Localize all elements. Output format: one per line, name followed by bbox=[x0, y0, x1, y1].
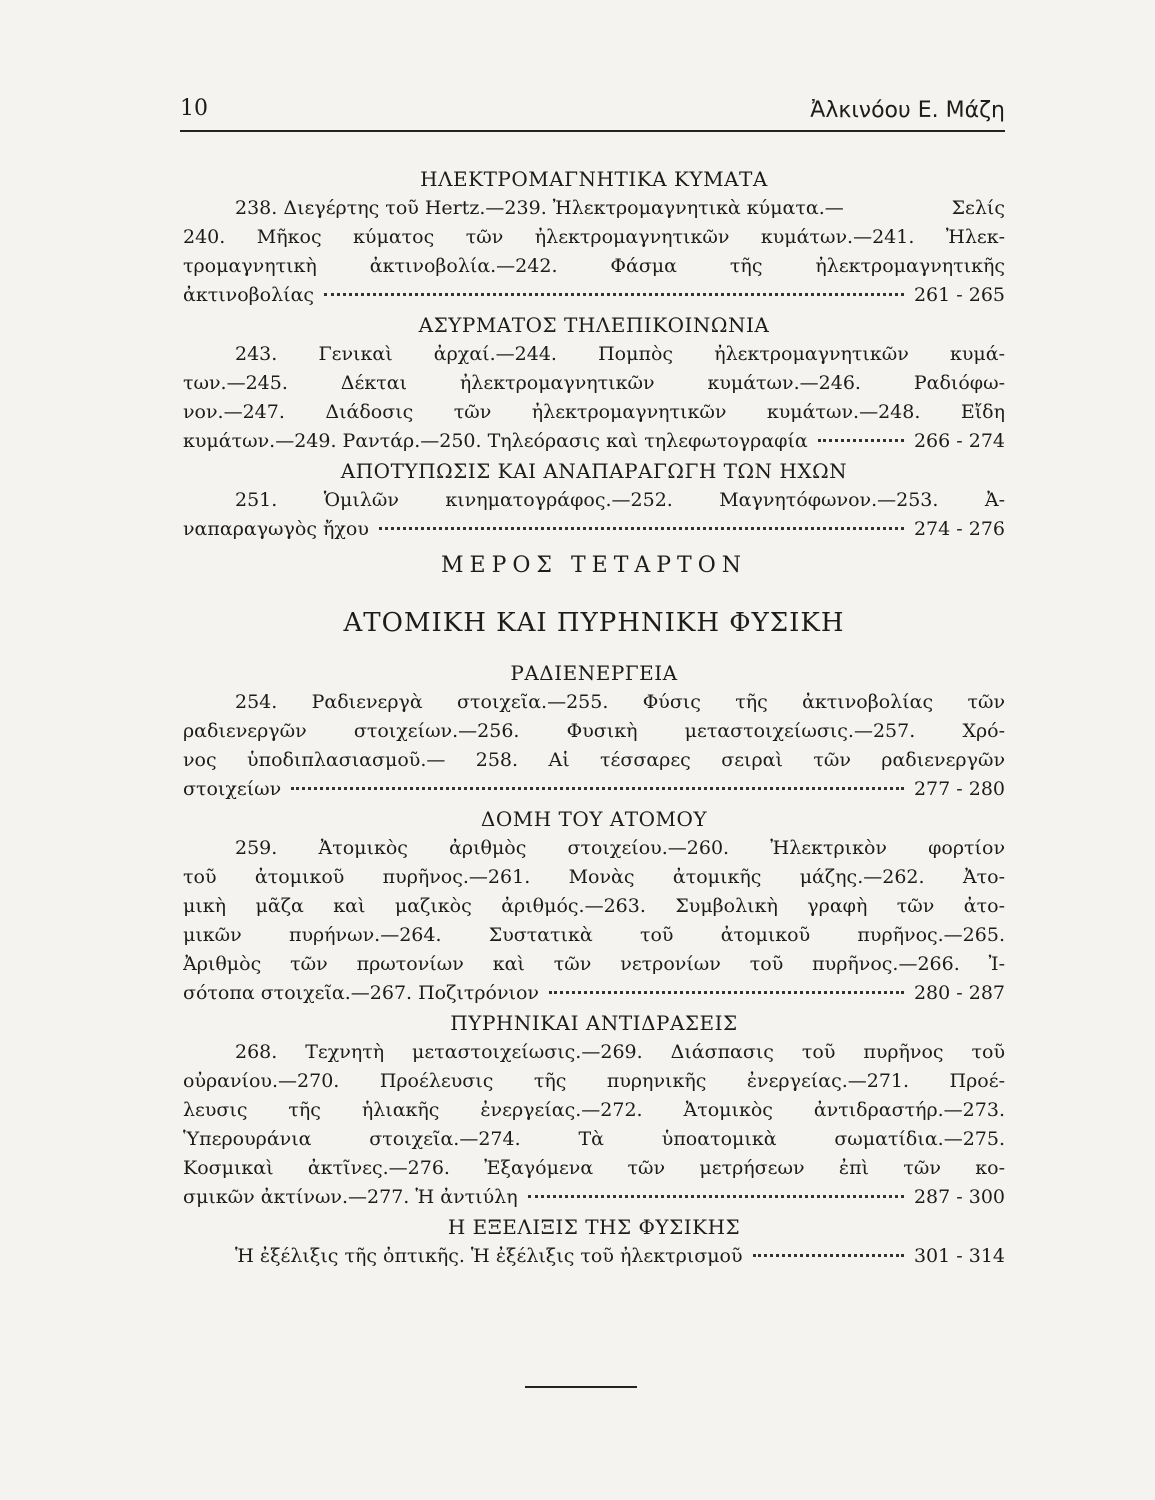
entry-line bbox=[183, 194, 1005, 223]
entry-text: Ἡ ἐξέλιξις τῆς ὀπτικῆς. Ἡ ἐξέλιξις τοῦ ἠλεκτρισμοῦ bbox=[235, 1245, 743, 1267]
page-number: 10 bbox=[180, 96, 208, 121]
section-title: ΑΠΟΤΥΠΩΣΙΣ ΚΑΙ ΑΝΑΠΑΡΑΓΩΓΗ ΤΩΝ ΗΧΩΝ bbox=[340, 459, 848, 483]
entry-line: 268. Τεχνητὴ μεταστοιχείωσις.—269. Διάσπασις τοῦ πυρῆνος τοῦ bbox=[235, 1041, 1005, 1063]
toc-entry bbox=[183, 834, 1005, 1008]
entry-line: Κοσμικαὶ ἀκτῖνες.—276. Ἐξαγόμενα τῶν μετρήσεων ἐπὶ τῶν κο- bbox=[183, 1157, 1005, 1179]
toc-entry bbox=[183, 486, 1005, 544]
entry-text: σμικῶν ἀκτίνων.—277. Ἡ ἀντιύλη bbox=[183, 1186, 518, 1208]
section-title: Η ΕΞΕΛΙΞΙΣ ΤΗΣ ΦΥΣΙΚΗΣ bbox=[447, 1215, 741, 1239]
toc-entry bbox=[183, 1242, 1005, 1271]
dot-leader bbox=[753, 1254, 904, 1257]
entry-line: νον.—247. Διάδοσις τῶν ἠλεκτρομαγνητικῶν κυμάτων.—248. Εἴδη bbox=[183, 401, 1005, 423]
entry-text: ἀκτινοβολίας bbox=[183, 284, 315, 306]
part-title: ΜΕΡΟΣ ΤΕΤΑΡΤΟΝ bbox=[440, 553, 748, 578]
entry-line-with-pages bbox=[183, 1183, 1005, 1212]
running-head: Ἀλκινόου Ε. Μάζη bbox=[810, 98, 1005, 123]
page-range: 280 - 287 bbox=[913, 982, 1005, 1004]
entry-line-with-pages bbox=[183, 1242, 1005, 1271]
toc-entry bbox=[183, 340, 1005, 456]
dot-leader bbox=[324, 293, 904, 296]
toc-entry bbox=[183, 194, 1005, 310]
entry-line: νος ὑποδιπλασιασμοῦ.— 258. Αἱ τέσσαρες σειραὶ τῶν ραδιενεργῶν bbox=[183, 749, 1005, 771]
entry-text: κυμάτων.—249. Ραντάρ.—250. Τηλεόρασις καὶ τηλεφωτογραφία bbox=[183, 430, 808, 452]
entry-line: οὐρανίου.—270. Προέλευσις τῆς πυρηνικῆς ἐνεργείας.—271. Προέ- bbox=[183, 1070, 1005, 1092]
entry-line: λευσις τῆς ἡλιακῆς ἐνεργείας.—272. Ἀτομικὸς ἀντιδραστήρ.—273. bbox=[183, 1099, 1005, 1121]
entry-line: τρομαγνητικὴ ἀκτινοβολία.—242. Φάσμα τῆς ἠλεκτρομαγνητικῆς bbox=[183, 255, 1005, 277]
entry-text: 238. Διεγέρτης τοῦ Hertz.—239. Ἠλεκτρομαγνητικὰ κύματα.— bbox=[235, 197, 844, 219]
page-range: 261 - 265 bbox=[913, 284, 1005, 306]
dot-leader bbox=[528, 1195, 904, 1198]
entry-text: ναπαραγωγὸς ἤχου bbox=[183, 518, 369, 540]
toc-entry bbox=[183, 1038, 1005, 1212]
page-header bbox=[180, 96, 1005, 132]
entry-text: σότοπα στοιχεῖα.—267. Ποζιτρόνιον bbox=[183, 982, 539, 1004]
dot-leader bbox=[549, 991, 904, 994]
section-title: ΠΥΡΗΝΙΚΑΙ ΑΝΤΙΔΡΑΣΕΙΣ bbox=[450, 1011, 738, 1035]
toc-entry bbox=[183, 688, 1005, 804]
page-range: 274 - 276 bbox=[913, 518, 1005, 540]
entry-text: στοιχείων bbox=[183, 778, 282, 800]
entry-line-with-pages bbox=[183, 775, 1005, 804]
section-title: ΔΟΜΗ ΤΟΥ ΑΤΟΜΟΥ bbox=[480, 807, 708, 831]
section-title: ΡΑΔΙΕΝΕΡΓΕΙΑ bbox=[510, 661, 678, 685]
footer-rule bbox=[525, 1386, 637, 1388]
entry-line: 251. Ὁμιλῶν κινηματογράφος.—252. Μαγνητόφωνον.—253. Ἀ- bbox=[235, 489, 1005, 511]
entry-line-with-pages bbox=[183, 979, 1005, 1008]
entry-line-with-pages bbox=[183, 515, 1005, 544]
dot-leader bbox=[818, 439, 904, 442]
main-title: ΑΤΟΜΙΚΗ ΚΑΙ ΠΥΡΗΝΙΚΗ ΦΥΣΙΚΗ bbox=[343, 608, 845, 638]
entry-line: Ὑπερουράνια στοιχεῖα.—274. Τὰ ὑποατομικὰ σωματίδια.—275. bbox=[183, 1128, 1005, 1150]
page-range: 301 - 314 bbox=[913, 1245, 1005, 1267]
page-range: 277 - 280 bbox=[913, 778, 1005, 800]
entry-line: 254. Ραδιενεργὰ στοιχεῖα.—255. Φύσις τῆς ἀκτινοβολίας τῶν bbox=[235, 691, 1005, 713]
dot-leader bbox=[379, 527, 904, 530]
page-column-label: Σελίς bbox=[951, 197, 1005, 219]
entry-line-with-pages bbox=[183, 281, 1005, 310]
dot-leader bbox=[291, 787, 904, 790]
section-title: ΑΣΥΡΜΑΤΟΣ ΤΗΛΕΠΙΚΟΙΝΩΝΙΑ bbox=[418, 313, 770, 337]
table-of-contents bbox=[183, 164, 1005, 1271]
entry-line: Ἀριθμὸς τῶν πρωτονίων καὶ τῶν νετρονίων τοῦ πυρῆνος.—266. Ἰ- bbox=[183, 953, 1005, 975]
entry-line: 243. Γενικαὶ ἀρχαί.—244. Πομπὸς ἠλεκτρομαγνητικῶν κυμά- bbox=[235, 343, 1005, 365]
entry-line: των.—245. Δέκται ἠλεκτρομαγνητικῶν κυμάτων.—246. Ραδιόφω- bbox=[183, 372, 1005, 394]
entry-line: μικῶν πυρήνων.—264. Συστατικὰ τοῦ ἀτομικοῦ πυρῆνος.—265. bbox=[183, 924, 1005, 946]
entry-line: ραδιενεργῶν στοιχείων.—256. Φυσικὴ μεταστοιχείωσις.—257. Χρό- bbox=[183, 720, 1005, 742]
entry-line-with-pages bbox=[183, 427, 1005, 456]
entry-line: τοῦ ἀτομικοῦ πυρῆνος.—261. Μονὰς ἀτομικῆς μάζης.—262. Ἀτο- bbox=[183, 866, 1005, 888]
entry-line: 240. Μῆκος κύματος τῶν ἠλεκτρομαγνητικῶν κυμάτων.—241. Ἠλεκ- bbox=[183, 226, 1005, 248]
page-range: 266 - 274 bbox=[913, 430, 1005, 452]
page-range: 287 - 300 bbox=[913, 1186, 1005, 1208]
entry-line: μικὴ μᾶζα καὶ μαζικὸς ἀριθμός.—263. Συμβολικὴ γραφὴ τῶν ἀτο- bbox=[183, 895, 1005, 917]
section-title: ΗΛΕΚΤΡΟΜΑΓΝΗΤΙΚΑ ΚΥΜΑΤΑ bbox=[420, 167, 768, 191]
entry-line: 259. Ἀτομικὸς ἀριθμὸς στοιχείου.—260. Ἠλεκτρικὸν φορτίον bbox=[235, 837, 1005, 859]
